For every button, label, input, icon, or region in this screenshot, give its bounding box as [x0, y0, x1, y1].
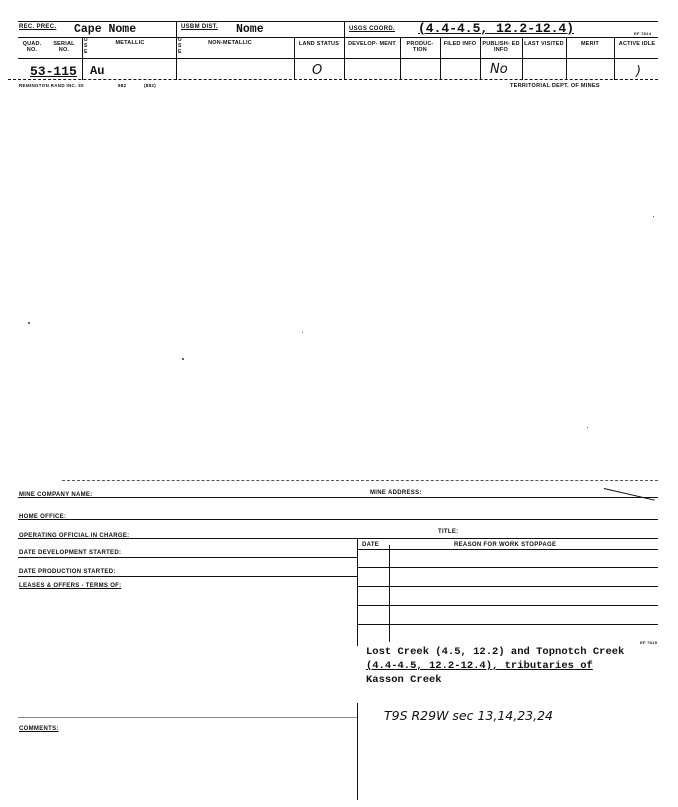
printer-imprint: REMINGTON RAND INC. 30 — [19, 83, 84, 88]
header-row-rule — [18, 58, 658, 59]
rec-prec-label: REC. PREC. — [19, 24, 57, 30]
usbm-dist-value: Nome — [236, 23, 264, 36]
land-status-value: O — [312, 63, 323, 78]
usbm-dist-label: USBM DIST. — [181, 24, 219, 30]
comments-label: COMMENTS: — [19, 726, 59, 732]
rule-operating-official — [18, 538, 658, 539]
date-production-started-label: DATE PRODUCTION STARTED: — [19, 569, 116, 575]
printer-code: 882 — [118, 83, 127, 88]
stoppage-date-divider — [389, 545, 390, 642]
active-idle-value: ) — [636, 64, 642, 79]
stoppage-row-rule — [357, 624, 658, 625]
printer-code-2: (882) — [144, 83, 157, 88]
rec-prec-value: Cape Nome — [74, 23, 137, 36]
col-use-nonmetallic: U S E — [178, 37, 182, 55]
published-info-value: No — [490, 62, 508, 77]
speck — [182, 358, 184, 360]
row-bottom-rule — [8, 79, 658, 80]
col-use-metallic: U S E — [84, 37, 88, 55]
operating-official-label: OPERATING OFFICIAL IN CHARGE: — [19, 533, 130, 539]
lower-top-rule — [62, 480, 658, 481]
stoppage-row-rule — [357, 605, 658, 606]
col-merit: MERIT — [580, 41, 600, 47]
col-active-idle: ACTIVE IDLE — [618, 41, 656, 47]
stray-stroke — [604, 488, 655, 501]
date-development-started-label: DATE DEVELOPMENT STARTED: — [19, 550, 122, 556]
form-number-top: EF 7814 — [634, 31, 652, 36]
rule-comments — [18, 717, 357, 718]
col-quad-no: QUAD. NO. — [22, 41, 42, 54]
col-serial-no: SERIAL NO. — [53, 41, 75, 54]
reason-column-header: REASON FOR WORK STOPPAGE — [454, 542, 557, 548]
usgs-coord-value: (4.4-4.5, 12.2-12.4) — [418, 21, 575, 36]
date-column-header: DATE — [362, 542, 380, 548]
col-filed-info: FILED INFO — [443, 41, 477, 47]
speck — [28, 322, 30, 324]
col-published-info: PUBLISH- ED INFO — [482, 41, 520, 54]
stoppage-header-rule — [357, 549, 658, 550]
stoppage-row-rule — [357, 567, 658, 568]
col-last-visited: LAST VISITED — [524, 41, 564, 47]
col-non-metallic: NON-METALLIC — [208, 40, 252, 46]
rule-home-office — [18, 519, 658, 520]
mine-company-name-label: MINE COMPANY NAME: — [19, 492, 93, 498]
col-production: PRODUC- TION — [406, 41, 434, 54]
rule-mine-company — [18, 497, 658, 498]
serial-value: 53-115 — [30, 64, 77, 79]
header-mid-rule — [18, 37, 658, 38]
mine-address-label: MINE ADDRESS: — [370, 490, 422, 496]
stoppage-row-rule — [357, 586, 658, 587]
rule-date-production — [18, 576, 357, 577]
note-line-1: Lost Creek (4.5, 12.2) and Topnotch Creek — [366, 646, 625, 658]
col-development: DEVELOP- MENT — [348, 41, 396, 47]
note-line-3: Kasson Creek — [366, 674, 442, 686]
speck — [653, 216, 654, 217]
speck — [302, 332, 303, 333]
title-label: TITLE: — [438, 529, 459, 535]
department-imprint: TERRITORIAL DEPT. OF MINES — [510, 83, 600, 89]
home-office-label: HOME OFFICE: — [19, 514, 67, 520]
speck — [587, 427, 588, 428]
metallic-value: Au — [90, 64, 105, 78]
rule-date-development — [18, 557, 357, 558]
stoppage-left-border — [357, 538, 358, 646]
comments-divider — [357, 703, 358, 800]
note-line-2: (4.4-4.5, 12.2-12.4), tributaries of — [366, 660, 593, 672]
leases-offers-label: LEASES & OFFERS - TERMS OF: — [19, 583, 122, 589]
usgs-coord-label: USGS COORD. — [349, 26, 395, 32]
divider — [176, 21, 177, 80]
col-metallic: METALLIC — [115, 40, 145, 46]
divider — [344, 21, 345, 80]
col-land-status: LAND STATUS — [298, 41, 340, 47]
form-number-bottom: EF 7815 — [640, 640, 658, 645]
handwritten-location: T9S R29W sec 13,14,23,24 — [384, 708, 554, 723]
